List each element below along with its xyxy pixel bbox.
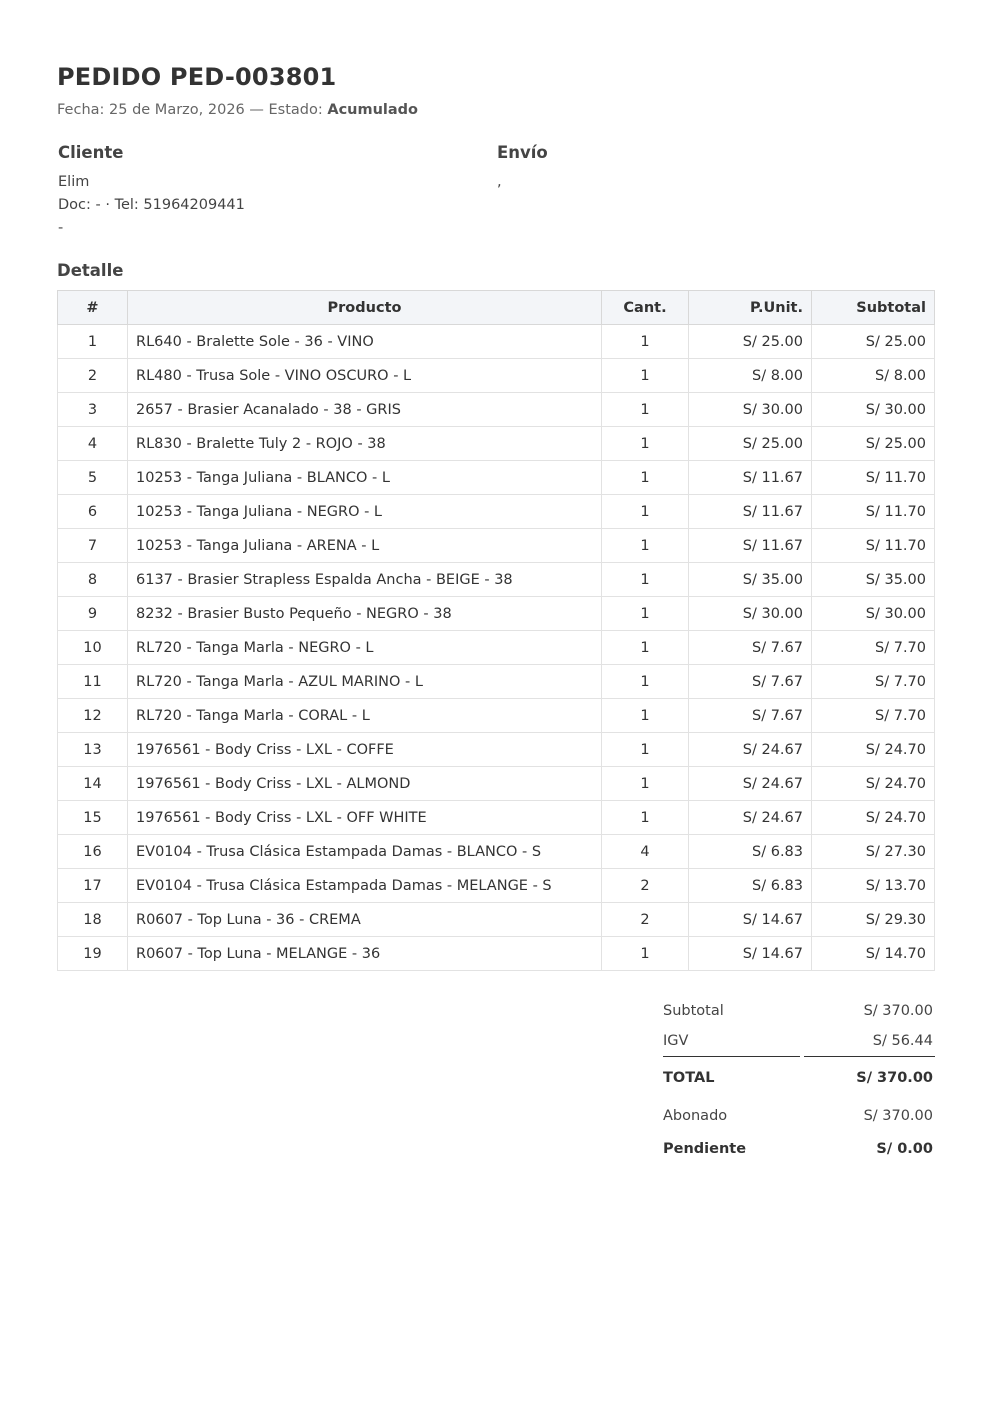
subtotal-row [663,996,935,1026]
row-number: 5 [58,461,128,495]
col-header-subtotal: Subtotal [812,291,935,325]
row-unit-price: S/ 14.67 [689,937,812,971]
row-unit-price: S/ 30.00 [689,393,812,427]
row-number: 2 [58,359,128,393]
row-quantity: 1 [602,937,689,971]
row-unit-price: S/ 25.00 [689,325,812,359]
row-number: 15 [58,801,128,835]
row-product: 10253 - Tanga Juliana - NEGRO - L [128,495,602,529]
row-product: 10253 - Tanga Juliana - BLANCO - L [128,461,602,495]
row-quantity: 1 [602,665,689,699]
row-quantity: 1 [602,699,689,733]
row-number: 1 [58,325,128,359]
row-product: RL720 - Tanga Marla - AZUL MARINO - L [128,665,602,699]
client-block [57,142,496,240]
row-number: 7 [58,529,128,563]
row-quantity: 2 [602,903,689,937]
row-unit-price: S/ 11.67 [689,495,812,529]
row-number: 17 [58,869,128,903]
row-product: 1976561 - Body Criss - LXL - COFFE [128,733,602,767]
row-product: RL640 - Bralette Sole - 36 - VINO [128,325,602,359]
row-number: 19 [58,937,128,971]
igv-row [663,1026,935,1056]
row-unit-price: S/ 6.83 [689,835,812,869]
table-row [58,529,935,563]
total-row [663,1057,935,1099]
row-subtotal: S/ 7.70 [812,699,935,733]
table-row [58,869,935,903]
row-unit-price: S/ 11.67 [689,461,812,495]
row-subtotal: S/ 11.70 [812,495,935,529]
row-product: RL830 - Bralette Tuly 2 - ROJO - 38 [128,427,602,461]
detail-heading: Detalle [57,261,124,280]
row-unit-price: S/ 7.67 [689,665,812,699]
table-row [58,427,935,461]
row-number: 8 [58,563,128,597]
row-subtotal: S/ 24.70 [812,733,935,767]
table-row [58,563,935,597]
row-unit-price: S/ 24.67 [689,767,812,801]
order-document [57,62,935,1157]
row-unit-price: S/ 7.67 [689,699,812,733]
row-product: R0607 - Top Luna - MELANGE - 36 [128,937,602,971]
row-number: 11 [58,665,128,699]
row-unit-price: S/ 35.00 [689,563,812,597]
row-product: R0607 - Top Luna - 36 - CREMA [128,903,602,937]
row-quantity: 1 [602,529,689,563]
row-quantity: 1 [602,325,689,359]
table-row [58,903,935,937]
col-header-product: Producto [128,291,602,325]
subtotal-value: S/ 370.00 [863,1003,933,1019]
table-row [58,597,935,631]
table-row [58,393,935,427]
row-unit-price: S/ 7.67 [689,631,812,665]
row-number: 3 [58,393,128,427]
row-unit-price: S/ 24.67 [689,733,812,767]
shipping-block [496,142,935,240]
table-row [58,801,935,835]
row-quantity: 1 [602,427,689,461]
row-product: RL720 - Tanga Marla - CORAL - L [128,699,602,733]
row-unit-price: S/ 8.00 [689,359,812,393]
pendiente-row [663,1133,935,1165]
table-row [58,835,935,869]
row-quantity: 1 [602,461,689,495]
row-quantity: 1 [602,631,689,665]
row-quantity: 1 [602,393,689,427]
row-number: 14 [58,767,128,801]
table-row [58,699,935,733]
client-extra: - [58,220,64,236]
row-product: RL720 - Tanga Marla - NEGRO - L [128,631,602,665]
table-row [58,359,935,393]
row-quantity: 1 [602,597,689,631]
client-heading: Cliente [58,143,124,162]
row-quantity: 1 [602,767,689,801]
table-row [58,665,935,699]
row-subtotal: S/ 7.70 [812,631,935,665]
client-doc-phone: Doc: - · Tel: 51964209441 [58,197,245,213]
row-number: 12 [58,699,128,733]
table-row [58,937,935,971]
row-number: 16 [58,835,128,869]
row-subtotal: S/ 8.00 [812,359,935,393]
total-label: TOTAL [663,1070,715,1086]
row-number: 6 [58,495,128,529]
row-number: 9 [58,597,128,631]
row-product: RL480 - Trusa Sole - VINO OSCURO - L [128,359,602,393]
row-unit-price: S/ 6.83 [689,869,812,903]
table-row [58,325,935,359]
row-product: 2657 - Brasier Acanalado - 38 - GRIS [128,393,602,427]
row-unit-price: S/ 24.67 [689,801,812,835]
abonado-row [663,1099,935,1133]
row-product: EV0104 - Trusa Clásica Estampada Damas - MELANGE - S [128,869,602,903]
row-subtotal: S/ 13.70 [812,869,935,903]
row-subtotal: S/ 29.30 [812,903,935,937]
items-header-row [58,291,935,325]
row-product: 10253 - Tanga Juliana - ARENA - L [128,529,602,563]
row-number: 18 [58,903,128,937]
subtotal-label: Subtotal [663,1003,724,1019]
row-product: 8232 - Brasier Busto Pequeño - NEGRO - 38 [128,597,602,631]
table-row [58,495,935,529]
row-subtotal: S/ 24.70 [812,801,935,835]
order-status: Acumulado [327,102,419,118]
order-date: Fecha: 25 de Marzo, 2026 — Estado: [57,102,328,118]
row-unit-price: S/ 25.00 [689,427,812,461]
row-number: 10 [58,631,128,665]
abonado-label: Abonado [663,1108,728,1124]
row-subtotal: S/ 30.00 [812,597,935,631]
row-unit-price: S/ 11.67 [689,529,812,563]
row-quantity: 1 [602,801,689,835]
row-subtotal: S/ 14.70 [812,937,935,971]
order-meta [57,100,935,120]
row-subtotal: S/ 27.30 [812,835,935,869]
row-product: 1976561 - Body Criss - LXL - OFF WHITE [128,801,602,835]
shipping-heading: Envío [497,143,548,162]
totals-panel [663,996,935,1165]
table-row [58,733,935,767]
col-header-quantity: Cant. [602,291,689,325]
row-quantity: 1 [602,495,689,529]
client-name: Elim [58,174,90,190]
row-quantity: 4 [602,835,689,869]
row-product: 1976561 - Body Criss - LXL - ALMOND [128,767,602,801]
col-header-unit-price: P.Unit. [689,291,812,325]
row-number: 13 [58,733,128,767]
row-subtotal: S/ 30.00 [812,393,935,427]
order-title: PEDIDO PED-003801 [57,63,337,91]
row-number: 4 [58,427,128,461]
shipping-address: , [497,174,502,190]
items-table [57,290,935,971]
row-subtotal: S/ 11.70 [812,461,935,495]
row-unit-price: S/ 14.67 [689,903,812,937]
row-subtotal: S/ 25.00 [812,427,935,461]
row-quantity: 1 [602,733,689,767]
total-value: S/ 370.00 [856,1070,933,1086]
totals-divider [663,1056,935,1057]
row-product: 6137 - Brasier Strapless Espalda Ancha - BEIGE - 38 [128,563,602,597]
pendiente-value: S/ 0.00 [876,1141,933,1157]
igv-label: IGV [663,1033,689,1049]
row-subtotal: S/ 24.70 [812,767,935,801]
col-header-number: # [58,291,128,325]
table-row [58,631,935,665]
row-unit-price: S/ 30.00 [689,597,812,631]
row-quantity: 1 [602,359,689,393]
table-row [58,767,935,801]
igv-value: S/ 56.44 [872,1033,933,1049]
row-subtotal: S/ 11.70 [812,529,935,563]
row-quantity: 2 [602,869,689,903]
row-quantity: 1 [602,563,689,597]
abonado-value: S/ 370.00 [863,1108,933,1124]
row-subtotal: S/ 25.00 [812,325,935,359]
table-row [58,461,935,495]
parties-section [57,142,935,240]
row-subtotal: S/ 35.00 [812,563,935,597]
pendiente-label: Pendiente [663,1141,747,1157]
row-product: EV0104 - Trusa Clásica Estampada Damas - BLANCO - S [128,835,602,869]
row-subtotal: S/ 7.70 [812,665,935,699]
